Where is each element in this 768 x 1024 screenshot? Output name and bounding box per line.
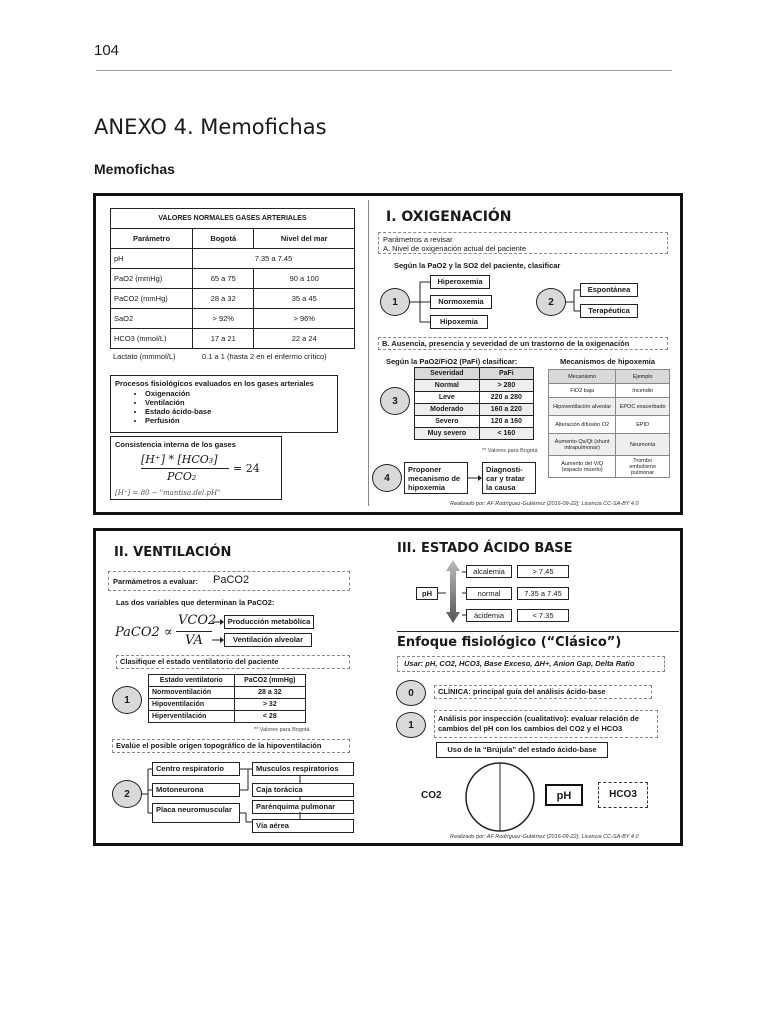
card2-credit: Realizado por: AF Rodríguez-Gutiérrez (2016-09-22); Licencia CC-SA-BY 4.0 [450,834,639,840]
pafi-row-value: 160 a 220 [479,404,533,416]
vt-header-estado: Estado ventilatorio [149,675,235,687]
vt-row-value: > 32 [234,699,305,711]
pafi-row-severidad: Muy severo [415,428,480,440]
page-number: 104 [94,42,120,59]
gases-header-mar: Nivel del mar [254,229,355,249]
consistencia-footer: [H⁺] = 80 − "mantisa.del.pH" [115,489,221,497]
gases-table-title: VALORES NORMALES GASES ARTERIALES [111,209,355,229]
prod-metabolica-box: Producción metabólica [224,615,314,629]
box-placa-neuromuscular: Placa neuromuscular [152,803,240,823]
mec-row-ejemplo: EPOC exacerbado [616,398,670,416]
gases-row-param: PaO2 (mmHg) [111,269,193,289]
vent-alveolar-box: Ventilación alveolar [224,633,312,647]
consistencia-numerator: [H⁺] * [HCO₃] [141,453,218,466]
state-acidemia: ácidemia [466,609,512,622]
mecanismos-title: Mecanismos de hipoxemia [560,357,656,366]
box-motoneurona: Motoneurona [152,783,240,797]
resp-espontanea: Espontánea [580,283,638,297]
analisis-box: Análisis por inspección (cualitativo): evaluar relación de cambios del pH con los cambios del CO2 y el HCO3 [434,710,658,738]
pafi-row-value: > 280 [479,380,533,392]
paco2-param-prefix: Parmámetros a evaluar: [113,577,199,586]
section-subtitle: Memofichas [94,161,175,177]
acido-step-circle-1: 1 [396,712,426,738]
brujula-box: Uso de la “Brújula” del estado ácido-base [436,742,608,758]
procesos-item: • Estado ácido-base [145,407,211,416]
mec-row-mecanismo: Aumento Qs/Qt (shunt intrapulmonar) [549,434,616,456]
ph-compass-box: pH [545,784,583,806]
box-caja-toracica: Caja torácica [252,783,354,797]
box-via-aerea: Vía aérea [252,819,354,833]
vt-row-estado: Hiperventilación [149,711,235,723]
box-musculos-respiratorios: Musculos respiratorios [252,762,354,776]
ventilacion-title: II. VENTILACIÓN [114,545,232,560]
state-hipoxemia: Hipoxemia [430,315,488,329]
oxigenacion-title: I. OXIGENACIÓN [386,209,512,225]
pafi-header-severidad: Severidad [415,368,480,380]
gases-row-mar: 35 a 45 [254,289,355,309]
mec-row-ejemplo: Neumonía [616,434,670,456]
clasifique-box: Clasifique el estado ventilatorio del paciente [116,655,350,669]
box-parenquima-pulmonar: Parénquima pulmonar [252,800,354,814]
proponer-box: Proponer mecanismo de hipoxemia [404,462,468,494]
resp-terapeutica: Terapéutica [580,304,638,318]
pafi-row-severidad: Severo [415,416,480,428]
procesos-item: • Oxigenación [145,389,211,398]
consistencia-title: Consistencia interna de los gases [115,440,236,449]
gases-header-param: Parámetro [111,229,193,249]
step-circle-2: 2 [536,288,566,316]
gases-row-mar: > 96% [254,309,355,329]
usar-box: Usar: pH, CO2, HCO3, Base Exceso, ΔH+, Anion Gap, Delta Ratio [397,656,665,672]
gases-row-mar: 90 a 100 [254,269,355,289]
gases-row-param: PaCO2 (mmHg) [111,289,193,309]
hco3-compass-box: HCO3 [598,782,648,808]
procesos-item: • Perfusión [145,416,211,425]
vt-header-paco2: PaCO2 (mmHg) [234,675,305,687]
ph-label-box: pH [416,587,438,600]
state-hiperoxemia: Hiperoxemia [430,275,490,289]
diagnosticar-box: Diagnosti-car y tratar la causa [482,462,536,494]
vt-row-estado: Hipoventilación [149,699,235,711]
step-circle-1: 1 [380,288,410,316]
co2-label: CO2 [421,790,442,801]
enfoque-title: Enfoque fisiológico (“Clásico”) [397,635,622,650]
vt-row-value: < 28 [234,711,305,723]
gases-row-span: 7.35 a 7.45 [193,249,355,269]
mec-row-ejemplo: Incendio [616,384,670,398]
consistencia-result: = 24 [233,462,260,475]
formula-lhs: PaCO2 ∝ [115,625,173,640]
vars-label: Las dos variables que determinan la PaCO2: [116,598,275,607]
formula-den: VA [185,633,203,648]
mec-row-ejemplo: Trombo embolismo pulmonar [616,456,670,478]
vent-step-circle-2: 2 [112,780,142,808]
acido-step-circle-0: 0 [396,680,426,706]
mec-row-mecanismo: FiO2 baja [549,384,616,398]
step-circle-4: 4 [372,464,402,492]
value-normal: 7.35 a 7.45 [517,587,569,600]
gases-row-bogota: 65 a 75 [193,269,254,289]
gases-row-mar: 22 a 24 [254,329,355,349]
lactato-param: Lactato (mmmol/L) [113,352,176,361]
pafi-row-severidad: Normal [415,380,480,392]
procesos-title: Procesos fisiológicos evaluados en los gases arteriales [115,379,314,388]
params-line1: Parámetros a revisar [383,235,453,244]
vt-row-value: 28 a 32 [234,687,305,699]
params-line2: A. Nivel de oxigenación actual del paciente [383,244,527,253]
procesos-item: • Ventilación [145,398,211,407]
pafi-row-severidad: Moderado [415,404,480,416]
mec-row-ejemplo: EPID [616,416,670,434]
value-acidemia: < 7.35 [517,609,569,622]
consistencia-denominator: PCO₂ [167,470,197,483]
pafi-row-severidad: Leve [415,392,480,404]
pafi-row-value: 120 a 160 [479,416,533,428]
formula-num: VCO2 [178,613,217,628]
paco2-param-value: PaCO2 [213,574,250,586]
gases-row-bogota: 28 a 32 [193,289,254,309]
pafi-label: Según la PaO2/FiO2 (PaFi) clasificar: [386,357,518,366]
step-circle-3: 3 [380,387,410,415]
state-alcalemia: alcalemia [466,565,512,578]
b-label-box: B. Ausencia, presencia y severidad de un trastorno de la oxigenación [378,337,668,350]
value-alcalemia: > 7.45 [517,565,569,578]
mec-header-ejemplo: Ejemplo [616,370,670,384]
pafi-header-pafi: PaFi [479,368,533,380]
gases-row-bogota: > 92% [193,309,254,329]
pafi-valores-note: ** Valores para Bogotá [482,448,538,454]
gases-row-param: pH [111,249,193,269]
mec-header-mecanismo: Mecanismo [549,370,616,384]
annex-title: ANEXO 4. Memofichas [94,115,327,139]
gases-row-param: SaO2 [111,309,193,329]
state-normoxemia: Normoxemia [430,295,492,309]
gases-row-param: HCO3 (mmol/L) [111,329,193,349]
clasificar-label: Según la PaO2 y la SO2 del paciente, clasificar [394,261,561,270]
mec-row-mecanismo: Alteración difusión O2 [549,416,616,434]
pafi-row-value: 220 a 280 [479,392,533,404]
vent-valores-note: ** Valores para Bogotá [254,727,310,733]
evalue-box: Evalúe el posible origen topográfico de la hipoventilación [112,739,350,753]
pafi-row-value: < 160 [479,428,533,440]
vent-step-circle-1: 1 [112,686,142,714]
box-centro-respiratorio: Centro respiratorio [152,762,240,776]
acido-base-title: III. ESTADO ÁCIDO BASE [397,541,573,556]
clinica-box: CLÍNICA: principal guía del análisis ácido-base [434,685,652,699]
state-normal: normal [466,587,512,600]
vt-row-estado: Normoventilación [149,687,235,699]
lactato-value: 0.1 a 1 (hasta 2 en el enfermo crítico) [202,352,327,361]
card1-credit: Realizado por: AF Rodríguez-Gutiérrez (2016-09-22); Licencia CC-SA-BY 4.0 [450,501,639,507]
gases-row-bogota: 17 a 21 [193,329,254,349]
mec-row-mecanismo: Aumento del V/Q (espacio muerto) [549,456,616,478]
mec-row-mecanismo: Hipoventilación alveolar [549,398,616,416]
gases-header-bogota: Bogotá [193,229,254,249]
